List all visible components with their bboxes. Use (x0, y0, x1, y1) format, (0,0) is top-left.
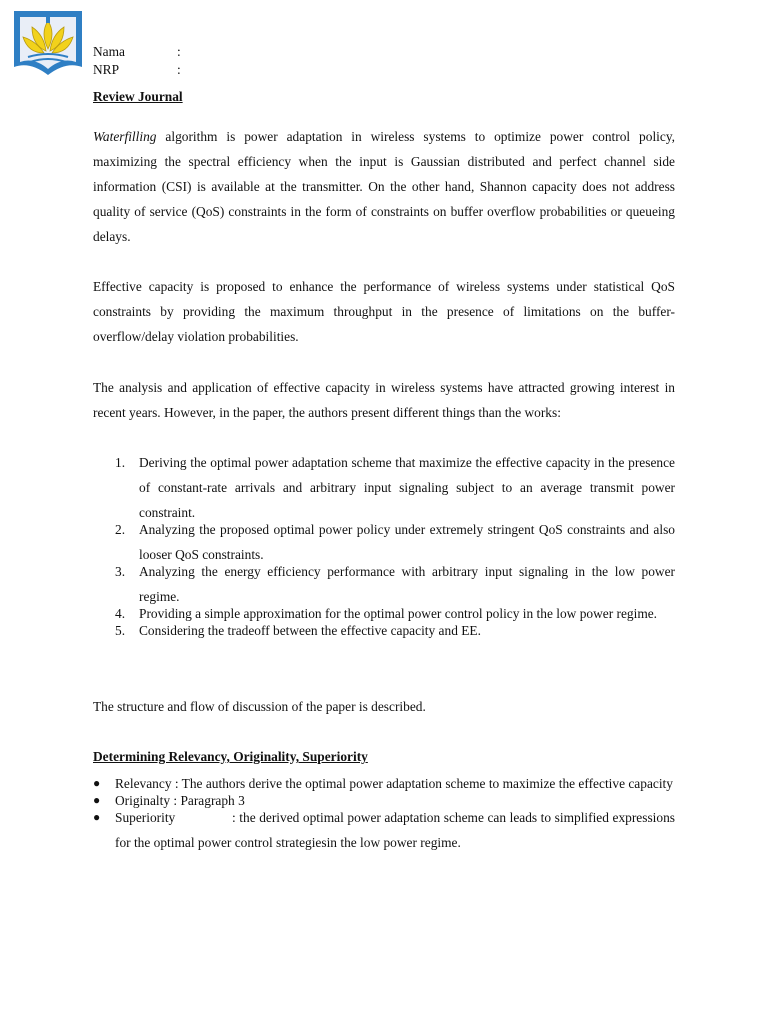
list-item-text: Deriving the optimal power adaptation scheme that maximize the effective capacity in the presence of constant-rate arrivals and arbitrary input signaling subject to an average transmit power constraint. (139, 455, 675, 520)
paragraph-analysis: The analysis and application of effective capacity in wireless systems have attracted growing interest in recent years. However, in the paper, the authors present different things than the works: (93, 380, 675, 420)
list-item (93, 450, 675, 525)
list-item (93, 618, 675, 643)
list-item-text: Providing a simple approximation for the optimal power control policy in the low power regime. (139, 606, 658, 621)
list-item-text: Analyzing the proposed optimal power policy under extremely stringent QoS constraints and also looser QoS constraints. (139, 522, 675, 562)
works-list (93, 450, 675, 643)
bullet-text: Relevancy : The authors derive the optimal power adaptation scheme to maximize the effective capacity (115, 776, 673, 791)
list-item-text: Analyzing the energy efficiency performance with arbitrary input signaling in the low power regime. (139, 564, 675, 604)
list-number: 3. (115, 564, 126, 579)
bullet-icon: ● (93, 810, 101, 824)
bullet-text: Originalty : Paragraph 3 (115, 793, 245, 808)
waterfilling-term: Waterfilling (93, 129, 157, 144)
bullet-text: : the derived optimal power adaptation scheme can leads to simplified expressions for the optimal power control strategiesin the low power regime. (115, 810, 675, 850)
page-title: Review Journal (93, 89, 183, 104)
paragraph-1-body: algorithm is power adaptation in wireless systems to optimize power control policy, maximizing the spectral efficiency when the input is Gaussian distributed and perfect channel side information (CSI) is available at the transmitter. On the other hand, Shannon capacity does not address quality of service (QoS) constraints in the form of constraints on buffer overflow probabilities or queueing delays. (93, 129, 675, 244)
list-number: 5. (115, 623, 126, 638)
nrp-separator: : (177, 62, 181, 77)
list-number: 4. (115, 606, 126, 621)
list-item-text: Considering the tradeoff between the effective capacity and EE. (139, 623, 481, 638)
paragraph-waterfilling (93, 124, 675, 249)
evaluation-list (93, 771, 675, 855)
bullet-icon: ● (93, 776, 101, 790)
list-number: 1. (115, 455, 126, 470)
list-number: 2. (115, 522, 126, 537)
bullet-item-superiority (93, 805, 675, 855)
name-separator: : (177, 44, 181, 59)
bullet-icon: ● (93, 793, 101, 807)
section-title: Determining Relevancy, Originality, Superiority (93, 749, 368, 764)
nrp-line (93, 62, 181, 78)
paragraph-structure: The structure and flow of discussion of the paper is described. (93, 699, 426, 714)
nrp-label: NRP (93, 62, 120, 77)
name-label: Nama (93, 44, 125, 59)
bullet-label: Superiority (115, 810, 176, 825)
institution-logo (10, 7, 86, 77)
name-line (93, 44, 181, 60)
paragraph-effective-capacity: Effective capacity is proposed to enhance the performance of wireless systems under statistical QoS constraints by providing the maximum throughput in the presence of limitations on the buffer-overflow/delay violation probabilities. (93, 279, 675, 344)
